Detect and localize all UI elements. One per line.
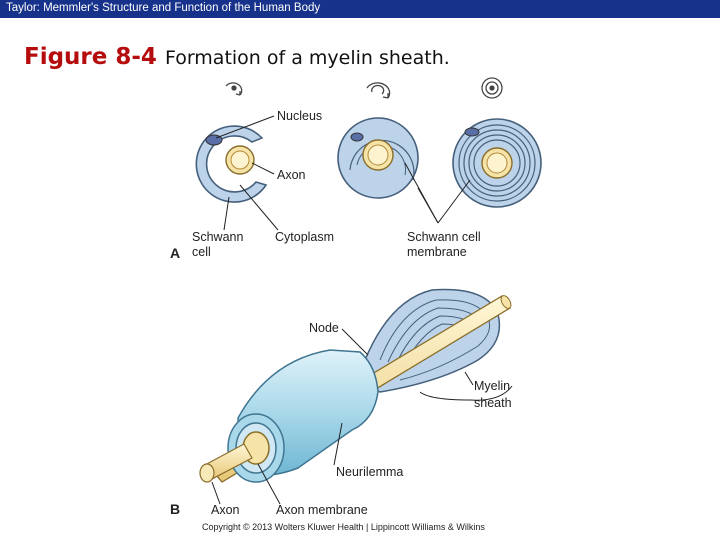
label-schwann-membrane-line1: Schwann cell — [407, 230, 481, 244]
rotation-arrow-icon-3 — [482, 78, 502, 98]
label-schwann-membrane-line2: membrane — [407, 245, 467, 259]
label-axon-b: Axon — [211, 503, 240, 517]
figure-caption: Formation of a myelin sheath. — [164, 47, 450, 69]
label-cytoplasm: Cytoplasm — [275, 230, 335, 244]
schwann-cell-stage-3 — [453, 119, 541, 207]
panel-a-letter: A — [170, 245, 181, 261]
rotation-arrow-icon-1 — [226, 83, 242, 95]
label-nucleus: Nucleus — [277, 109, 323, 123]
neurilemma-shape — [228, 350, 378, 482]
label-myelin-sheath-line2: sheath — [474, 396, 512, 410]
label-axon-a: Axon — [277, 168, 306, 182]
copyright-text: Copyright © 2013 Wolters Kluwer Health | Lippincott Williams & Wilkins — [202, 522, 485, 532]
label-schwann-cell-line2: cell — [192, 245, 211, 259]
panel-b-letter: B — [170, 501, 181, 517]
label-axon-membrane: Axon membrane — [276, 503, 368, 517]
label-myelin-sheath-line1: Myelin — [474, 379, 511, 393]
figure-number: Figure 8-4 — [24, 44, 157, 70]
rotation-arrow-icon-2 — [367, 83, 390, 98]
label-node: Node — [309, 321, 339, 335]
schwann-cell-stage-1 — [196, 126, 266, 202]
header-text: Taylor: Memmler's Structure and Function of the Human Body — [6, 2, 321, 14]
schwann-cell-stage-2 — [338, 118, 418, 198]
label-neurilemma: Neurilemma — [336, 465, 404, 479]
label-schwann-cell-line1: Schwann — [192, 230, 244, 244]
